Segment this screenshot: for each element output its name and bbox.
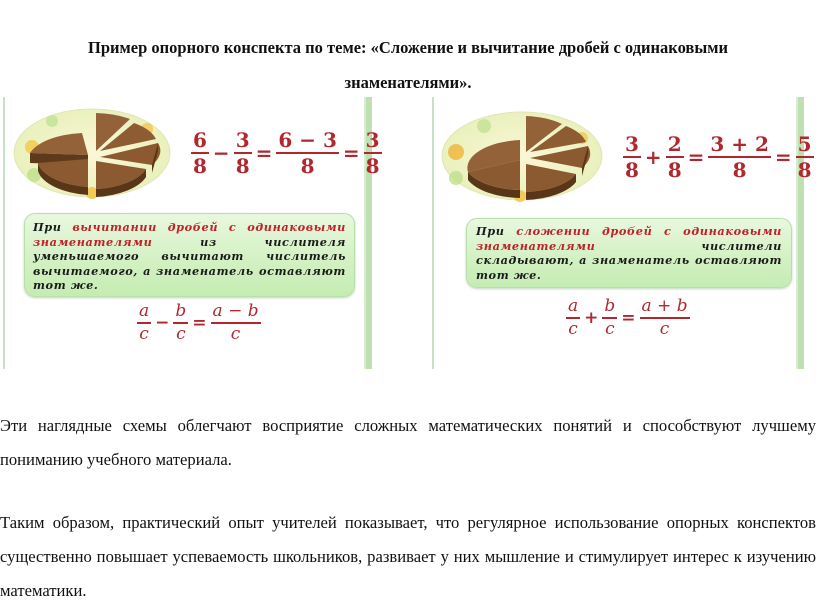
- fraction: $\frac{b}{c}$: [604, 296, 616, 339]
- addition-rule-box: При сложении дробей с одинаковыми знаменателями числители складывают, а знаменатель оставляют тот же.: [466, 218, 792, 288]
- title-line-2: знаменателями».: [344, 73, 472, 92]
- rule-highlight: вычитании дробей с одинаковыми знаменателями: [33, 220, 346, 249]
- paragraph-conclusion: Таким образом, практический опыт учителей показывает, что регулярное использование опорных конспектов существенно повышает успеваемость школьников, развивает у них мышление и стимулирует интерес к изучению математики.: [0, 513, 816, 600]
- minus-operator: −: [212, 141, 230, 165]
- fraction: $\frac{5}{8}$: [797, 132, 812, 182]
- slide-frame-left: [3, 97, 5, 369]
- fraction: $\frac{a}{c}$: [139, 301, 150, 344]
- subtraction-general-formula: [137, 303, 261, 343]
- equals-operator: =: [192, 312, 207, 333]
- equals-operator: =: [255, 141, 273, 165]
- equals-operator: =: [687, 145, 705, 169]
- title-line-1: Пример опорного конспекта по теме: «Сложение и вычитание дробей с одинаковыми: [88, 38, 728, 57]
- pie-on-plate-icon: [12, 107, 172, 199]
- fraction: $\frac{a}{c}$: [568, 296, 579, 339]
- equals-operator: =: [621, 307, 636, 328]
- equals-operator: =: [342, 141, 360, 165]
- fraction: $\frac{3 + 2}{8}$: [710, 132, 769, 182]
- fraction: $\frac{a + b}{c}$: [641, 296, 688, 339]
- fraction: $\frac{6 - 3}{8}$: [278, 128, 337, 178]
- addition-slide: [418, 97, 810, 369]
- plus-operator: +: [584, 307, 599, 328]
- fraction: $\frac{3}{8}$: [235, 128, 250, 178]
- fraction: $\frac{3}{8}$: [625, 132, 639, 182]
- fraction: $\frac{a - b}{c}$: [212, 301, 259, 344]
- subtraction-numeric-equation: [191, 130, 382, 176]
- minus-operator: −: [155, 312, 170, 333]
- rule-highlight: сложении дробей с одинаковыми знаменателями: [476, 224, 782, 253]
- subtraction-slide: [0, 97, 378, 369]
- pie-on-plate-icon: [440, 110, 604, 202]
- addition-general-formula: [566, 298, 690, 338]
- slide-frame-left: [432, 97, 434, 369]
- document-title: [0, 30, 816, 100]
- plus-operator: +: [644, 145, 662, 169]
- fraction: $\frac{6}{8}$: [193, 128, 207, 178]
- equals-operator: =: [774, 145, 792, 169]
- fraction: $\frac{2}{8}$: [667, 132, 682, 182]
- fraction: $\frac{3}{8}$: [365, 128, 380, 178]
- addition-numeric-equation: [623, 134, 814, 180]
- subtraction-rule-box: При вычитании дробей с одинаковыми знаменателями из числителя уменьшаемого вычитают числитель вычитаемого, а знаменатель оставляют тот же.: [24, 213, 355, 297]
- fraction: $\frac{b}{c}$: [175, 301, 187, 344]
- paragraph-visual-schemes: Эти наглядные схемы облегчают восприятие сложных математических понятий и способствуют лучшему пониманию учебного материала.: [0, 416, 816, 469]
